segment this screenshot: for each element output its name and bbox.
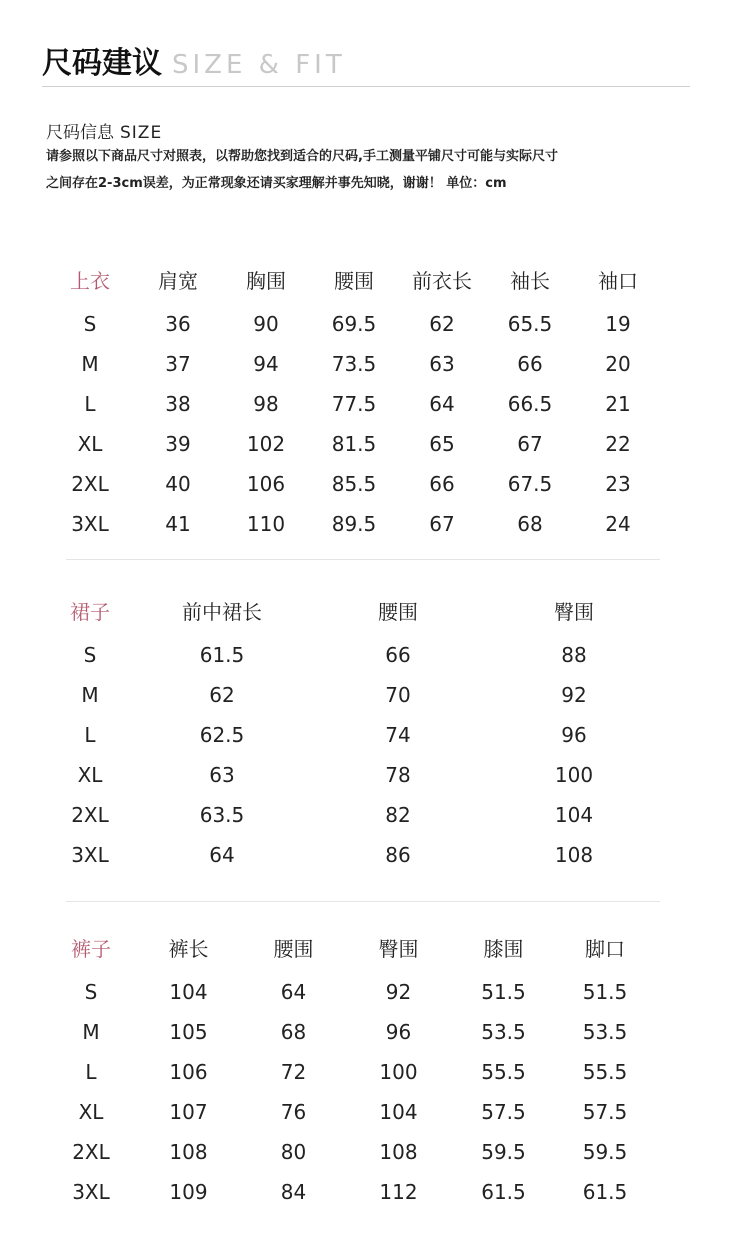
page-header — [42, 38, 346, 82]
table-cell: 68 — [280, 1020, 307, 1044]
table-cell: 41 — [165, 512, 191, 536]
size-label: 3XL — [71, 512, 109, 536]
table-cell: 104 — [554, 803, 594, 827]
pants-size-table — [46, 922, 654, 1212]
tops-col-cuff: 袖口 — [598, 268, 638, 293]
table-row — [46, 755, 662, 795]
skirt-col-waist: 腰围 — [378, 599, 418, 624]
skirt-category-label: 裙子 — [70, 599, 110, 624]
table-cell: 100 — [379, 1060, 418, 1084]
section-divider — [66, 559, 660, 560]
table-row — [46, 835, 662, 875]
table-cell: 92 — [561, 683, 587, 707]
table-cell: 110 — [246, 512, 286, 536]
table-cell: 40 — [165, 472, 191, 496]
pants-col-waist: 腰围 — [273, 936, 314, 961]
table-cell: 57.5 — [481, 1100, 526, 1124]
section-divider — [66, 901, 660, 902]
table-cell: 70 — [385, 683, 411, 707]
table-cell: 64 — [429, 392, 455, 416]
table-cell: 96 — [561, 723, 587, 747]
table-cell: 76 — [280, 1100, 307, 1124]
tops-col-front-length: 前衣长 — [412, 268, 472, 293]
table-cell: 38 — [165, 392, 191, 416]
pants-col-hip: 臀围 — [378, 936, 419, 961]
table-cell: 23 — [605, 472, 631, 496]
table-cell: 108 — [379, 1140, 418, 1164]
pants-col-length: 裤长 — [168, 936, 209, 961]
table-cell: 108 — [554, 843, 594, 867]
table-cell: 88 — [561, 643, 587, 667]
table-cell: 22 — [605, 432, 631, 456]
table-row — [46, 1132, 654, 1172]
tops-col-chest: 胸围 — [246, 268, 286, 293]
table-cell: 61.5 — [199, 643, 245, 667]
table-cell: 66.5 — [507, 392, 553, 416]
table-cell: 67 — [429, 512, 455, 536]
table-cell: 66 — [385, 643, 411, 667]
table-cell: 51.5 — [582, 980, 628, 1004]
table-row — [46, 384, 662, 424]
size-label: S — [84, 980, 98, 1004]
size-label: M — [82, 1020, 100, 1044]
table-cell: 53.5 — [582, 1020, 628, 1044]
table-cell: 36 — [165, 312, 191, 336]
table-row — [46, 304, 662, 344]
table-cell: 19 — [605, 312, 631, 336]
measurement-notice-line2: 之间存在2-3cm误差，为正常现象还请买家理解并事先知晓，谢谢！ 单位：cm — [46, 176, 507, 191]
table-cell: 104 — [169, 980, 208, 1004]
table-cell: 61.5 — [481, 1180, 526, 1204]
size-label: S — [83, 312, 97, 336]
table-cell: 109 — [169, 1180, 208, 1204]
tops-size-table — [46, 254, 662, 544]
table-cell: 68 — [517, 512, 543, 536]
table-cell: 20 — [605, 352, 631, 376]
size-label: 3XL — [71, 843, 109, 867]
table-cell: 64 — [209, 843, 235, 867]
table-cell: 63 — [209, 763, 235, 787]
table-row — [46, 795, 662, 835]
table-row — [46, 464, 662, 504]
pants-col-hem: 脚口 — [585, 936, 625, 961]
size-label: L — [84, 723, 96, 747]
table-cell: 104 — [379, 1100, 418, 1124]
tops-col-waist: 腰围 — [334, 268, 374, 293]
table-cell: 62 — [209, 683, 235, 707]
table-cell: 92 — [385, 980, 412, 1004]
table-cell: 65 — [429, 432, 455, 456]
size-info-heading-cn: 尺码信息 — [46, 123, 114, 143]
table-cell: 85.5 — [331, 472, 377, 496]
size-label: L — [84, 392, 96, 416]
table-row — [46, 972, 654, 1012]
table-cell: 100 — [554, 763, 594, 787]
table-cell: 55.5 — [582, 1060, 628, 1084]
table-row — [46, 675, 662, 715]
table-row — [46, 1092, 654, 1132]
table-cell: 21 — [605, 392, 631, 416]
table-cell: 39 — [165, 432, 191, 456]
size-label: S — [83, 643, 97, 667]
table-cell: 61.5 — [582, 1180, 628, 1204]
table-cell: 107 — [169, 1100, 208, 1124]
table-cell: 89.5 — [331, 512, 377, 536]
skirt-col-front-length: 前中裙长 — [182, 599, 262, 624]
table-cell: 80 — [280, 1140, 307, 1164]
size-label: L — [85, 1060, 97, 1084]
table-cell: 66 — [517, 352, 543, 376]
size-label: 3XL — [72, 1180, 110, 1204]
table-cell: 63 — [429, 352, 455, 376]
size-label: 2XL — [72, 1140, 110, 1164]
page-title-en: SIZE & FIT — [172, 50, 346, 80]
table-cell: 63.5 — [199, 803, 245, 827]
table-row — [46, 715, 662, 755]
header-divider — [42, 86, 690, 87]
table-row — [46, 1012, 654, 1052]
table-cell: 96 — [385, 1020, 412, 1044]
size-info-heading — [46, 118, 162, 143]
table-cell: 55.5 — [481, 1060, 526, 1084]
pants-col-knee: 膝围 — [483, 936, 524, 961]
table-cell: 69.5 — [331, 312, 377, 336]
table-row — [46, 344, 662, 384]
table-cell: 67.5 — [507, 472, 553, 496]
table-cell: 62.5 — [199, 723, 245, 747]
skirt-col-hip: 臀围 — [554, 599, 594, 624]
tops-category-label: 上衣 — [70, 268, 110, 293]
table-cell: 108 — [169, 1140, 208, 1164]
table-row — [46, 1172, 654, 1212]
table-cell: 59.5 — [481, 1140, 526, 1164]
size-label: XL — [78, 1100, 104, 1124]
table-row — [46, 424, 662, 464]
table-cell: 53.5 — [481, 1020, 526, 1044]
pants-category-label: 裤子 — [71, 936, 111, 961]
tops-header-row — [46, 254, 662, 304]
table-cell: 86 — [385, 843, 411, 867]
tops-col-sleeve-length: 袖长 — [510, 268, 550, 293]
table-cell: 77.5 — [331, 392, 377, 416]
size-label: XL — [77, 763, 103, 787]
pants-header-row — [46, 922, 654, 972]
table-cell: 64 — [280, 980, 307, 1004]
table-cell: 84 — [280, 1180, 307, 1204]
table-cell: 94 — [253, 352, 279, 376]
table-row — [46, 504, 662, 544]
table-cell: 78 — [385, 763, 411, 787]
table-cell: 90 — [253, 312, 279, 336]
measurement-notice-line1: 请参照以下商品尺寸对照表，以帮助您找到适合的尺码,手工测量平铺尺寸可能与实际尺寸 — [46, 149, 558, 164]
size-label: M — [81, 683, 99, 707]
page-title: 尺码建议 — [42, 46, 162, 81]
table-cell: 57.5 — [582, 1100, 628, 1124]
skirt-header-row — [46, 585, 662, 635]
table-row — [46, 635, 662, 675]
table-cell: 98 — [253, 392, 279, 416]
table-cell: 82 — [385, 803, 411, 827]
table-cell: 65.5 — [507, 312, 553, 336]
table-cell: 81.5 — [331, 432, 377, 456]
table-cell: 59.5 — [582, 1140, 628, 1164]
table-cell: 73.5 — [331, 352, 377, 376]
size-label: M — [81, 352, 99, 376]
table-cell: 51.5 — [481, 980, 526, 1004]
table-cell: 66 — [429, 472, 455, 496]
table-cell: 37 — [165, 352, 191, 376]
table-row — [46, 1052, 654, 1092]
size-label: XL — [77, 432, 103, 456]
table-cell: 67 — [517, 432, 543, 456]
table-cell: 106 — [169, 1060, 208, 1084]
size-info-heading-en: SIZE — [120, 123, 163, 143]
table-cell: 72 — [280, 1060, 307, 1084]
tops-col-shoulder: 肩宽 — [158, 268, 198, 293]
table-cell: 62 — [429, 312, 455, 336]
table-cell: 74 — [385, 723, 411, 747]
table-cell: 102 — [246, 432, 286, 456]
skirt-size-table — [46, 585, 662, 875]
size-label: 2XL — [71, 472, 109, 496]
table-cell: 112 — [379, 1180, 418, 1204]
table-cell: 106 — [246, 472, 286, 496]
size-label: 2XL — [71, 803, 109, 827]
table-cell: 24 — [605, 512, 631, 536]
table-cell: 105 — [169, 1020, 208, 1044]
